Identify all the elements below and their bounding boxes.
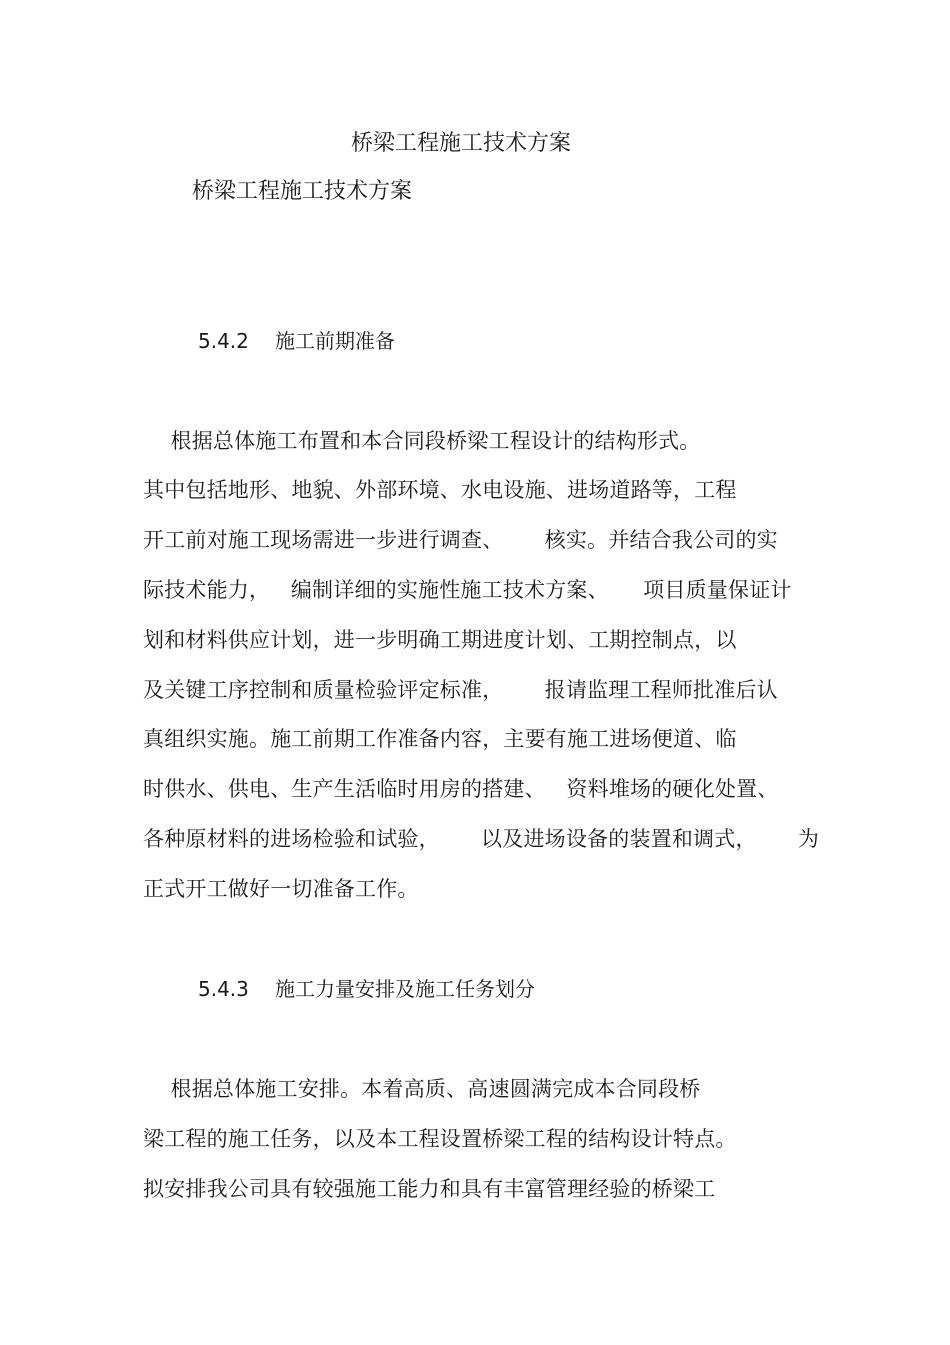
section-title: 施工力量安排及施工任务划分 <box>275 977 535 1001</box>
paragraph-line: 根据总体施工布置和本合同段桥梁工程设计的结构形式。 <box>143 429 701 453</box>
paragraph-line: 开工前对施工现场需进一步进行调查、 核实。并结合我公司的实 <box>143 528 778 552</box>
paragraph-line: 时供水、供电、生产生活临时用房的搭建、 资料堆场的硬化处置、 <box>143 777 779 801</box>
paragraph-line: 真组织实施。施工前期工作准备内容，主要有施工进场便道、临 <box>143 727 737 751</box>
paragraph-line: 划和材料供应计划，进一步明确工期进度计划、工期控制点，以 <box>143 628 737 652</box>
section-number: 5.4.2 <box>198 329 249 353</box>
paragraph-line: 正式开工做好一切准备工作。 <box>143 877 419 901</box>
paragraph-line: 各种原材料的进场检验和试验， 以及进场设备的装置和调式， 为 <box>143 827 820 851</box>
paragraph-line: 其中包括地形、地貌、外部环境、水电设施、进场道路等，工程 <box>143 478 737 502</box>
document-title: 桥梁工程施工技术方案 <box>350 131 571 156</box>
section-heading-543 <box>198 979 798 1003</box>
paragraph-line: 际技术能力， 编制详细的实施性施工技术方案、 项目质量保证计 <box>143 578 792 602</box>
section-heading-542 <box>198 331 698 355</box>
paragraph-line: 拟安排我公司具有较强施工能力和具有丰富管理经验的桥梁工 <box>143 1177 716 1201</box>
paragraph-line: 梁工程的施工任务，以及本工程设置桥梁工程的结构设计特点。 <box>143 1127 737 1151</box>
document-subtitle: 桥梁工程施工技术方案 <box>192 179 413 204</box>
paragraph-line: 及关键工序控制和质量检验评定标准， 报请监理工程师批准后认 <box>143 678 778 702</box>
paragraph-line: 根据总体施工安排。本着高质、高速圆满完成本合同段桥 <box>143 1077 701 1101</box>
section-title: 施工前期准备 <box>275 329 395 353</box>
section-number: 5.4.3 <box>198 977 249 1001</box>
